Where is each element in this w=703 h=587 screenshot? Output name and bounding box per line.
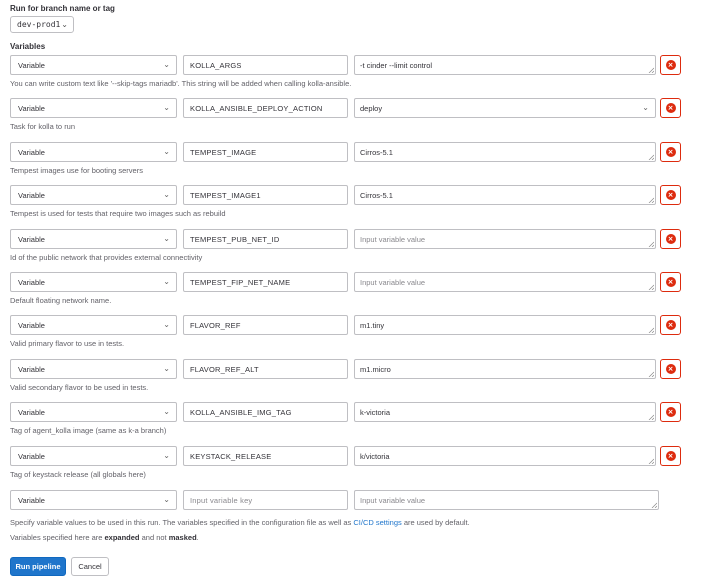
variable-type-value: Variable: [18, 147, 45, 157]
remove-variable-button[interactable]: [660, 229, 681, 249]
close-icon: ×: [666, 103, 676, 113]
close-icon: ×: [666, 320, 676, 330]
variable-row: [0, 272, 703, 294]
variable-type-select[interactable]: [10, 98, 177, 118]
variable-type-select[interactable]: [10, 229, 177, 249]
footer-text: are used by default.: [401, 518, 470, 527]
variable-type-select[interactable]: [10, 55, 177, 75]
close-icon: ×: [666, 190, 676, 200]
chevron-down-icon: ⌄: [163, 451, 170, 460]
variable-value-text: Cirros-5.1: [360, 190, 393, 200]
variable-value-input[interactable]: [354, 490, 659, 510]
resize-handle-icon[interactable]: [648, 241, 654, 247]
remove-variable-button[interactable]: [660, 402, 681, 422]
variable-type-value: Variable: [18, 277, 45, 287]
chevron-down-icon: ⌄: [163, 407, 170, 416]
variable-row: [0, 142, 703, 164]
variable-help-text: You can write custom text like '--skip-tags mariadb'. This string will be added when calling kolla-ansible.: [10, 79, 352, 88]
chevron-down-icon: ⌄: [163, 495, 170, 504]
variable-value-text: k-victoria: [360, 407, 391, 417]
variable-key-input[interactable]: [183, 229, 348, 249]
chevron-down-icon: ⌄: [61, 20, 68, 29]
footer-text: Specify variable values to be used in this run. The variables specified in the configuration file as well as: [10, 518, 354, 527]
run-pipeline-button[interactable]: Run pipeline: [10, 557, 66, 576]
variable-help-text: Tag of agent_kolla image (same as k-a branch): [10, 426, 167, 435]
branch-dropdown[interactable]: [10, 16, 74, 33]
variable-key-text: TEMPEST_FIP_NET_NAME: [190, 277, 291, 287]
variable-value-text: k/victoria: [360, 451, 390, 461]
variable-type-value: Variable: [18, 364, 45, 374]
resize-handle-icon[interactable]: [648, 67, 654, 73]
variable-type-value: Variable: [18, 234, 45, 244]
variable-value-text: Cirros-5.1: [360, 147, 393, 157]
variable-value-placeholder: Input variable value: [360, 234, 426, 244]
variable-value-input[interactable]: [354, 446, 656, 466]
variable-key-text: FLAVOR_REF: [190, 320, 241, 330]
variable-row: [0, 446, 703, 468]
variable-help-text: Tag of keystack release (all globals here): [10, 470, 146, 479]
resize-handle-icon[interactable]: [651, 502, 657, 508]
close-icon: ×: [666, 277, 676, 287]
variable-key-input[interactable]: [183, 490, 348, 510]
variable-type-select[interactable]: [10, 490, 177, 510]
resize-handle-icon[interactable]: [648, 371, 654, 377]
variable-value-placeholder: Input variable value: [360, 277, 426, 287]
variable-key-input[interactable]: [183, 55, 348, 75]
variable-type-value: Variable: [18, 60, 45, 70]
variable-key-text: KOLLA_ANSIBLE_DEPLOY_ACTION: [190, 103, 323, 113]
variables-label: Variables: [10, 42, 46, 51]
variable-type-select[interactable]: [10, 272, 177, 292]
resize-handle-icon[interactable]: [648, 327, 654, 333]
variable-key-input[interactable]: [183, 315, 348, 335]
remove-variable-button[interactable]: [660, 142, 681, 162]
chevron-down-icon: ⌄: [163, 320, 170, 329]
resize-handle-icon[interactable]: [648, 284, 654, 290]
variable-key-text: TEMPEST_IMAGE: [190, 147, 257, 157]
cancel-button[interactable]: Cancel: [71, 557, 109, 576]
variable-key-input[interactable]: [183, 402, 348, 422]
remove-variable-button[interactable]: [660, 315, 681, 335]
variable-help-text: Tempest images use for booting servers: [10, 166, 143, 175]
variable-key-placeholder: Input variable key: [190, 495, 253, 505]
remove-variable-button[interactable]: [660, 98, 681, 118]
variable-value-text: m1.tiny: [360, 320, 385, 330]
variable-key-text: KOLLA_ANSIBLE_IMG_TAG: [190, 407, 292, 417]
variable-type-select[interactable]: [10, 185, 177, 205]
variable-type-value: Variable: [18, 451, 45, 461]
variable-type-value: Variable: [18, 407, 45, 417]
resize-handle-icon[interactable]: [648, 154, 654, 160]
variable-value-text: m1.micro: [360, 364, 391, 374]
variable-value-input[interactable]: [354, 272, 656, 292]
close-icon: ×: [666, 234, 676, 244]
variable-row: [0, 55, 703, 77]
variable-help-text: Valid secondary flavor to be used in tests.: [10, 383, 149, 392]
variable-value-select[interactable]: [354, 98, 656, 118]
variable-key-input[interactable]: [183, 98, 348, 118]
remove-variable-button[interactable]: [660, 55, 681, 75]
remove-variable-button[interactable]: [660, 359, 681, 379]
variable-type-value: Variable: [18, 495, 45, 505]
variable-value-input[interactable]: [354, 142, 656, 162]
variable-value-input[interactable]: [354, 359, 656, 379]
variable-type-select[interactable]: [10, 142, 177, 162]
chevron-down-icon: ⌄: [163, 60, 170, 69]
chevron-down-icon: ⌄: [163, 364, 170, 373]
close-icon: ×: [666, 60, 676, 70]
branch-value: dev-prod1: [17, 20, 61, 29]
chevron-down-icon: ⌄: [642, 103, 649, 112]
variable-type-select[interactable]: [10, 446, 177, 466]
variable-value-text: -t cinder --limit control: [360, 60, 433, 70]
chevron-down-icon: ⌄: [163, 147, 170, 156]
variable-type-select[interactable]: [10, 315, 177, 335]
variable-key-input[interactable]: [183, 272, 348, 292]
variable-help-text: Task for kolla to run: [10, 122, 76, 131]
variable-type-value: Variable: [18, 103, 45, 113]
variable-value-input[interactable]: [354, 185, 656, 205]
chevron-down-icon: ⌄: [163, 234, 170, 243]
variable-key-text: KEYSTACK_RELEASE: [190, 451, 272, 461]
close-icon: ×: [666, 364, 676, 374]
resize-handle-icon[interactable]: [648, 458, 654, 464]
variable-value-placeholder: Input variable value: [360, 495, 426, 505]
variable-type-value: Variable: [18, 320, 45, 330]
run-for-label: Run for branch name or tag: [10, 4, 115, 13]
chevron-down-icon: ⌄: [163, 103, 170, 112]
variable-help-text: Id of the public network that provides external connectivity: [10, 253, 203, 262]
variable-row: [0, 315, 703, 337]
variable-key-text: TEMPEST_IMAGE1: [190, 190, 261, 200]
footer-help-line1: [10, 518, 470, 527]
variable-value-input[interactable]: [354, 315, 656, 335]
footer-text: Variables specified here are: [10, 533, 105, 542]
variable-key-input[interactable]: [183, 446, 348, 466]
footer-text: and not: [139, 533, 169, 542]
variable-key-input[interactable]: [183, 185, 348, 205]
variable-key-input[interactable]: [183, 142, 348, 162]
variable-key-text: FLAVOR_REF_ALT: [190, 364, 259, 374]
variable-row: [0, 402, 703, 424]
close-icon: ×: [666, 147, 676, 157]
variable-help-text: Valid primary flavor to use in tests.: [10, 339, 125, 348]
variable-help-text: Default floating network name.: [10, 296, 112, 305]
resize-handle-icon[interactable]: [648, 197, 654, 203]
variable-row: [0, 185, 703, 207]
footer-help-line2: [10, 533, 199, 542]
variable-row: [0, 229, 703, 251]
remove-variable-button[interactable]: [660, 272, 681, 292]
footer-bold-masked: masked: [168, 533, 197, 542]
cicd-settings-link[interactable]: CI/CD settings: [353, 518, 402, 527]
resize-handle-icon[interactable]: [648, 414, 654, 420]
variable-row-empty: [0, 490, 703, 512]
variable-help-text: Tempest is used for tests that require two images such as rebuild: [10, 209, 226, 218]
variable-value-text: deploy: [360, 103, 383, 113]
remove-variable-button[interactable]: [660, 446, 681, 466]
variable-row: [0, 359, 703, 381]
variable-value-input[interactable]: [354, 55, 656, 75]
variable-key-text: KOLLA_ARGS: [190, 60, 242, 70]
variable-row: [0, 98, 703, 120]
footer-bold-expanded: expanded: [104, 533, 140, 542]
variable-value-input[interactable]: [354, 402, 656, 422]
close-icon: ×: [666, 451, 676, 461]
variable-type-select[interactable]: [10, 359, 177, 379]
chevron-down-icon: ⌄: [163, 190, 170, 199]
chevron-down-icon: ⌄: [163, 277, 170, 286]
variable-type-value: Variable: [18, 190, 45, 200]
variable-value-input[interactable]: [354, 229, 656, 249]
close-icon: ×: [666, 407, 676, 417]
variable-type-select[interactable]: [10, 402, 177, 422]
variable-key-input[interactable]: [183, 359, 348, 379]
remove-variable-button[interactable]: [660, 185, 681, 205]
variable-key-text: TEMPEST_PUB_NET_ID: [190, 234, 280, 244]
footer-text: .: [196, 533, 199, 542]
